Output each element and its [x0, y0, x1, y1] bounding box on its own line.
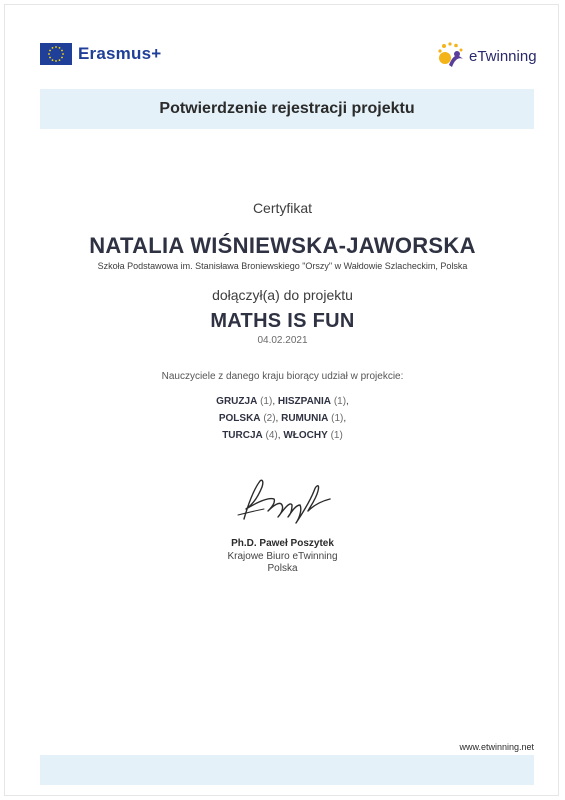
etwinning-logo: [435, 40, 537, 72]
country-count: (1): [331, 413, 344, 424]
eu-flag-icon: [40, 43, 72, 65]
document-title: Potwierdzenie rejestracji projektu: [159, 100, 415, 117]
country-line: POLSKA (2), RUMUNIA (1),: [218, 413, 347, 424]
country-line: TURCJA (4), WŁOCHY (1): [222, 430, 343, 441]
country-count: (4): [265, 430, 278, 441]
country-name: HISZPANIA: [277, 396, 332, 407]
signature-image: [234, 475, 338, 525]
project-name: MATHS IS FUN: [210, 310, 355, 332]
country-list: [0, 393, 565, 444]
country-count: (2): [263, 413, 276, 424]
teachers-heading: Nauczyciele z danego kraju biorący udział w projekcie:: [161, 371, 404, 382]
country-count: (1): [330, 430, 343, 441]
country-name: RUMUNIA: [281, 413, 329, 424]
country-name: WŁOCHY: [283, 430, 328, 441]
etwinning-mark-icon: [435, 41, 467, 71]
certificate-label: Certyfikat: [252, 200, 313, 216]
footer-band: [40, 755, 534, 785]
country-count: (1): [333, 396, 347, 407]
country-name: GRUZJA: [216, 396, 258, 407]
participant-name: NATALIA WIŚNIEWSKA-JAWORSKA: [89, 233, 476, 258]
erasmus-logo: [40, 41, 161, 67]
country-name: TURCJA: [222, 430, 263, 441]
country-line: GRUZJA (1), HISZPANIA (1),: [216, 396, 349, 407]
school-name: Szkoła Podstawowa im. Stanisława Broniewskiego "Orszy" w Wałdowie Szlacheckim, Polska: [97, 261, 468, 271]
project-date: 04.02.2021: [257, 335, 308, 346]
joined-text: dołączył(a) do projektu: [212, 287, 353, 303]
website-link[interactable]: www.etwinning.net: [459, 742, 534, 752]
header-band: [40, 89, 534, 129]
country-count: (1): [260, 396, 273, 407]
signatory-name: Ph.D. Paweł Poszytek: [231, 538, 334, 549]
country-name: POLSKA: [218, 413, 261, 424]
signatory-country: Polska: [267, 563, 298, 574]
erasmus-wordmark: Erasmus+: [78, 44, 162, 63]
signatory-organization: Krajowe Biuro eTwinning: [227, 551, 338, 562]
etwinning-wordmark: eTwinning: [469, 47, 537, 65]
